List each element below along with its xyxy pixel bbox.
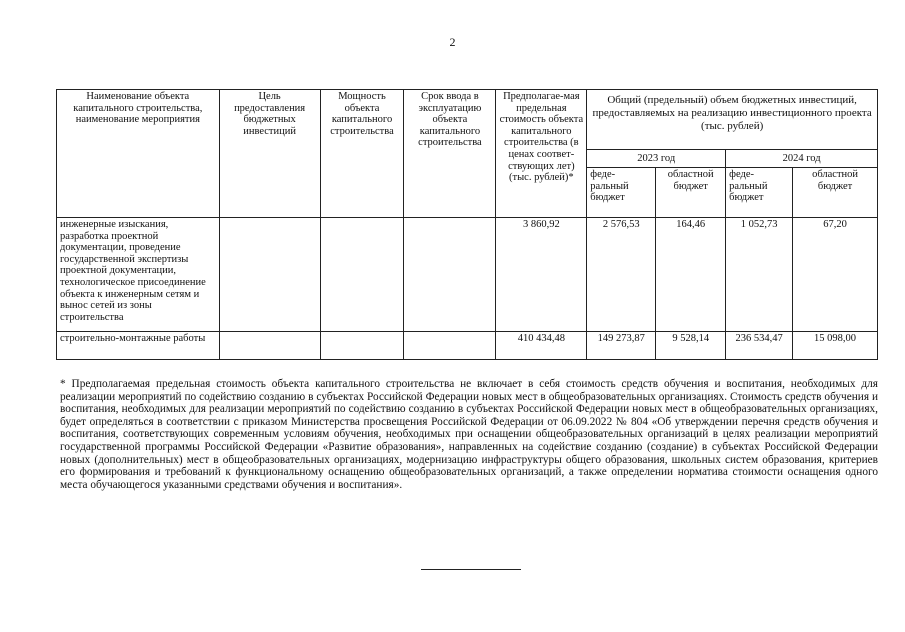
row-federal-2023: 2 576,53 <box>587 218 656 332</box>
header-federal-2024: феде-ральный бюджет <box>726 168 793 218</box>
row-name: инженерные изыскания, разработка проектной документации, проведение государственной экспертизы проектной документации, технологическое присоединение объекта к инженерным сетям и вынос сетей из зоны строительства <box>57 218 220 332</box>
row-capacity <box>320 218 404 332</box>
row-federal-2024: 1 052,73 <box>726 218 793 332</box>
row-term <box>404 332 496 360</box>
row-federal-2023: 149 273,87 <box>587 332 656 360</box>
separator-line <box>421 569 521 570</box>
page-number: 2 <box>449 35 456 49</box>
row-goal <box>219 218 320 332</box>
row-regional-2023: 9 528,14 <box>656 332 726 360</box>
table-row <box>57 218 878 332</box>
row-cost: 410 434,48 <box>496 332 587 360</box>
header-goal: Цель предоставления бюджетных инвестиций <box>219 90 320 218</box>
row-goal <box>219 332 320 360</box>
table-row <box>57 332 878 360</box>
row-federal-2024: 236 534,47 <box>726 332 793 360</box>
header-regional-2024: областной бюджет <box>793 168 878 218</box>
header-cost: Предполагае-мая предельная стоимость объекта капитального строительства (в ценах соответ-ствующих лет) (тыс. рублей)* <box>496 90 587 218</box>
header-federal-2023: феде-ральный бюджет <box>587 168 656 218</box>
header-regional-2023: областной бюджет <box>656 168 726 218</box>
footnote: * Предполагаемая предельная стоимость объекта капитального строительства не включает в себя стоимость средств обучения и воспитания, необходимых для реализации мероприятий по содействию созданию в субъектах Российской Федерации новых мест в общеобразовательных организациях. Стоимость средств обучения и воспитания, необходимых для реализации мероприятий по содействию созданию в субъектах Российской Федерации новых мест в общеобразовательных организациях, будет определяться в соответствии с приказом Министерства просвещения Российской Федерации от 06.09.2022 № 804 «Об утверждении перечня средств обучения и воспитания, соответствующих современным условиям обучения, необходимых при оснащении общеобразовательных организаций в целях реализации мероприятий государственной программы Российской Федерации «Развитие образования», направленных на содействие созданию (создание) в субъектах Российской Федерации новых (дополнительных) мест в общеобразовательных организациях, модернизацию инфраструктуры общего образования, школьных систем образования, критериев его формирования и требований к функциональному оснащению общеобразовательных организаций, а также определении норматива стоимости оснащения одного места обучающегося указанными средствами обучения и воспитания». <box>60 378 878 491</box>
header-investment-group: Общий (предельный) объем бюджетных инвестиций, предоставляемых на реализацию инвестиционного проекта (тыс. рублей) <box>587 90 878 150</box>
header-term: Срок ввода в эксплуатацию объекта капитального строительства <box>404 90 496 218</box>
row-name: строительно-монтажные работы <box>57 332 220 360</box>
header-year-2023: 2023 год <box>587 150 726 168</box>
row-cost: 3 860,92 <box>496 218 587 332</box>
investment-table <box>56 89 878 360</box>
row-regional-2024: 15 098,00 <box>793 332 878 360</box>
header-name: Наименование объекта капитального строительства, наименование мероприятия <box>57 90 220 218</box>
header-year-2024: 2024 год <box>726 150 878 168</box>
row-regional-2024: 67,20 <box>793 218 878 332</box>
header-capacity: Мощность объекта капитального строительства <box>320 90 404 218</box>
row-regional-2023: 164,46 <box>656 218 726 332</box>
row-capacity <box>320 332 404 360</box>
row-term <box>404 218 496 332</box>
